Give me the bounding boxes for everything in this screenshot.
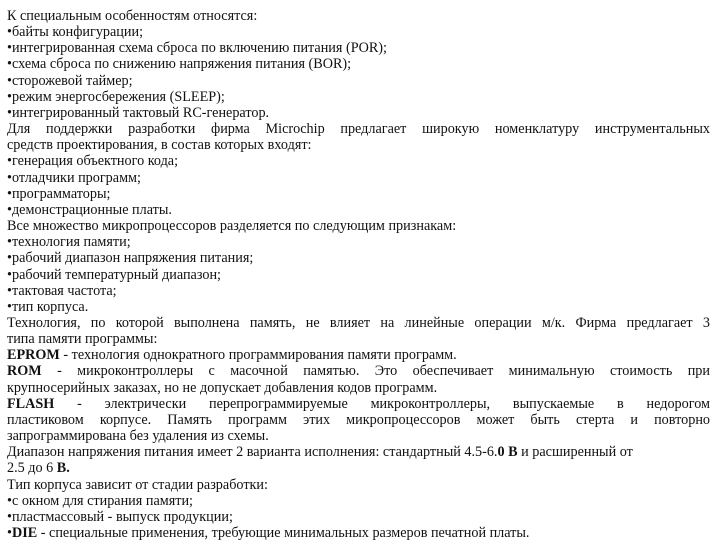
eprom-text: - технология однократного программирования памяти программ.	[59, 347, 457, 364]
list-item: • сторожевой таймер;	[7, 73, 710, 89]
rom-definition	[7, 363, 710, 379]
tools-paragraph-line: средств проектирования, в состав которых входят:	[7, 137, 312, 154]
voltage-paragraph-line	[7, 444, 710, 460]
die-definition	[7, 525, 710, 541]
split-intro: Все множество микропроцессоров разделяется по следующим признакам:	[7, 218, 457, 235]
list-item: • тип корпуса.	[7, 299, 710, 315]
features-intro: К специальным особенностям относятся:	[7, 8, 258, 24]
list-item: • рабочий температурный диапазон;	[7, 267, 710, 283]
voltage-value: 0 В	[497, 444, 518, 461]
memory-paragraph-line: Технология, по которой выполнена память, не влияет на линейные операции м/к. Фирма предлагает 3	[7, 314, 710, 331]
list-item: • байты конфигурации;	[7, 24, 710, 40]
list-item: • рабочий диапазон напряжения питания;	[7, 250, 710, 266]
list-item: • технология памяти;	[7, 234, 710, 250]
flash-definition-cont: запрограммирована без удаления из схемы.	[7, 428, 269, 445]
voltage-text: Диапазон напряжения питания имеет 2 варианта исполнения: стандартный 4.5-6.	[7, 444, 498, 461]
rom-term: ROM	[7, 363, 42, 380]
list-item: • программаторы;	[7, 186, 710, 202]
voltage-text: и расширенный от	[517, 444, 633, 461]
list-item: • интегрированная схема сброса по включению питания (POR);	[7, 40, 710, 56]
list-item: • тактовая частота;	[7, 283, 710, 299]
voltage-paragraph-line	[7, 460, 710, 476]
list-item: • генерация объектного кода;	[7, 153, 710, 169]
rom-definition-cont: крупносерийных заказах, но не допускает добавления кодов программ.	[7, 379, 438, 396]
flash-definition	[7, 396, 710, 412]
list-item: • демонстрационные платы.	[7, 202, 710, 218]
document-body	[7, 8, 710, 541]
tools-paragraph-line: Для поддержки разработки фирма Microchip предлагает широкую номенклатуру инструментальных	[7, 121, 710, 138]
list-item: • пластмассовый - выпуск продукции;	[7, 509, 710, 525]
rom-text: - микроконтроллеры с масочной памятью. Это обеспечивает минимальную стоимость при	[41, 363, 710, 380]
memory-paragraph-line: типа памяти программы:	[7, 331, 158, 348]
eprom-definition	[7, 347, 710, 363]
list-item: • с окном для стирания памяти;	[7, 493, 710, 509]
flash-definition-cont: пластиковом корпусе. Память программ этих микропроцессоров может быть стерта и повторно	[7, 411, 710, 428]
voltage-text: 2.5 до 6	[7, 460, 57, 477]
case-intro: Тип корпуса зависит от стадии разработки:	[7, 476, 268, 493]
list-item: • режим энергосбережения (SLEEP);	[7, 89, 710, 105]
list-item: • схема сброса по снижению напряжения питания (BOR);	[7, 56, 710, 72]
die-text: - специальные применения, требующие минимальных размеров печатной платы.	[37, 525, 530, 541]
eprom-term: EPROM	[7, 347, 60, 364]
voltage-unit: В.	[56, 460, 70, 477]
list-item: • отладчики программ;	[7, 170, 710, 186]
flash-text: - электрически перепрограммируемые микроконтроллеры, выпускаемые в недорогом	[54, 395, 710, 412]
flash-term: FLASH	[7, 395, 55, 412]
list-item: • интегрированный тактовый RC-генератор.	[7, 105, 710, 121]
die-term: DIE	[11, 525, 38, 541]
